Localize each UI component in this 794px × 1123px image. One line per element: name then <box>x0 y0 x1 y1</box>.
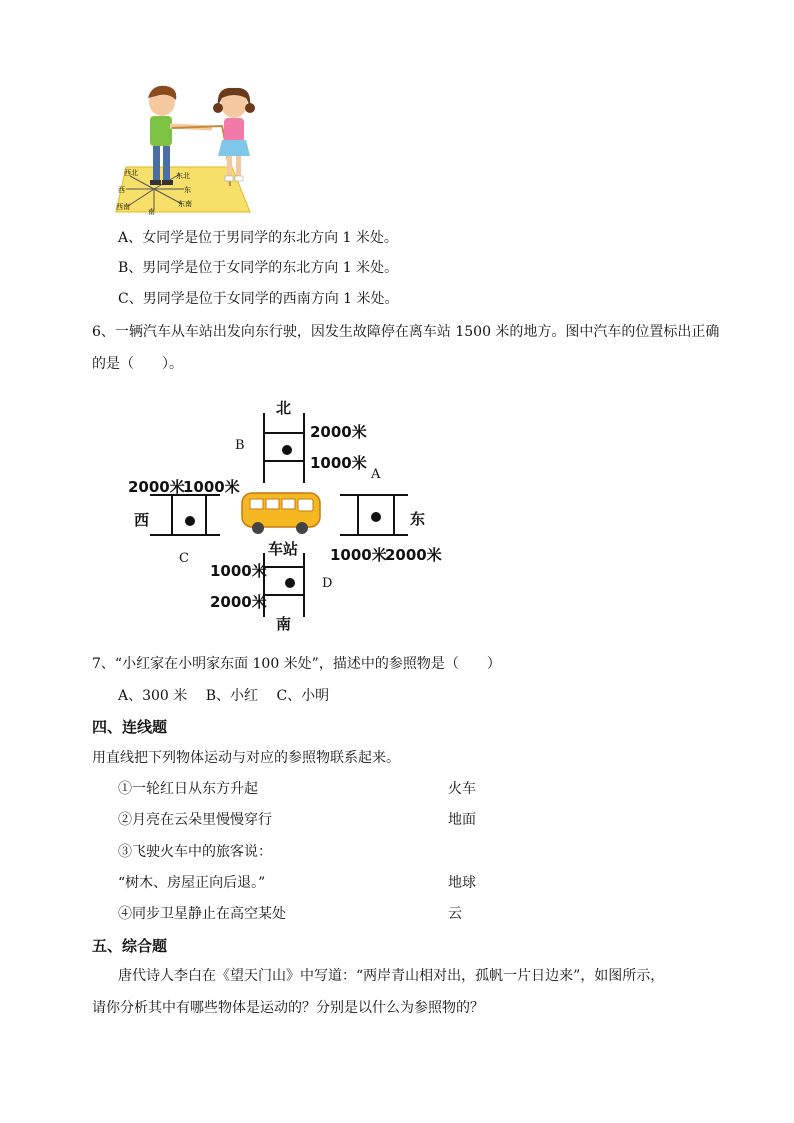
compass-ne: 东北 <box>176 172 190 180</box>
east-2000m: 2000米 <box>385 546 442 564</box>
compass-se: 东南 <box>178 200 192 208</box>
section4-instruction: 用直线把下列物体运动与对应的参照物联系起来。 <box>92 750 400 766</box>
south-1000m: 1000米 <box>210 562 267 580</box>
kids-compass-illustration <box>112 82 272 217</box>
compass-w: 西 <box>118 186 125 194</box>
match-right-4: 云 <box>448 906 462 922</box>
compass-s: 南 <box>148 208 155 216</box>
match-left-3b: “树木、房屋正向后退。” <box>118 875 266 891</box>
compass-e: 东 <box>184 186 191 194</box>
section5-line1: 唐代诗人李白在《望天门山》中写道：“两岸青山相对出，孤帆一片日边来”，如图所示， <box>118 968 665 984</box>
option-a-label: A <box>371 467 381 482</box>
q7-options: A、300 米 B、小红 C、小明 <box>118 688 330 704</box>
dot-a <box>371 512 381 522</box>
north-1000m: 1000米 <box>310 454 367 472</box>
north-2000m: 2000米 <box>310 423 367 441</box>
q7-question: 7、“小红家在小明家东面 100 米处”，描述中的参照物是（ ） <box>92 656 501 672</box>
match-right-3: 地球 <box>448 875 476 891</box>
q5-option-c: C、男同学是位于女同学的西南方向 1 米处。 <box>118 291 399 307</box>
match-left-2: ②月亮在云朵里慢慢穿行 <box>118 812 272 828</box>
option-d-label: D <box>322 576 333 591</box>
compass-sw: 西南 <box>116 203 130 211</box>
east-1000m: 1000米 <box>330 546 387 564</box>
match-left-3: ③飞驶火车中的旅客说： <box>118 844 272 860</box>
west-2000m: 2000米 <box>128 478 185 496</box>
q6-question-line2: 的是（ ）。 <box>92 356 183 372</box>
match-left-1: ①一轮红日从东方升起 <box>118 781 258 797</box>
car-position-diagram <box>120 395 450 635</box>
q5-option-a: A、女同学是位于男同学的东北方向 1 米处。 <box>118 230 398 246</box>
west-1000m: 1000米 <box>183 478 240 496</box>
match-right-2: 地面 <box>448 812 476 828</box>
bus-icon <box>242 493 320 534</box>
q6-question-line1: 6、一辆汽车从车站出发向东行驶，因发生故障停在离车站 1500 米的地方。图中汽车的位置标出正确 <box>92 324 720 340</box>
diagram-station: 车站 <box>268 540 299 558</box>
dot-b <box>282 445 292 455</box>
section5-title: 五、综合题 <box>92 937 168 955</box>
diagram-north: 北 <box>276 399 292 417</box>
option-c-label: C <box>179 551 189 566</box>
diagram-east: 东 <box>410 510 426 528</box>
match-left-4: ④同步卫星静止在高空某处 <box>118 906 286 922</box>
section4-title: 四、连线题 <box>92 718 168 736</box>
match-right-1: 火车 <box>448 781 476 797</box>
south-2000m: 2000米 <box>210 593 267 611</box>
option-b-label: B <box>235 438 245 453</box>
q5-option-b: B、男同学是位于女同学的东北方向 1 米处。 <box>118 260 399 276</box>
section5-line2: 请你分析其中有哪些物体是运动的？分别是以什么为参照物的？ <box>92 1000 484 1016</box>
compass-nw: 西北 <box>124 169 138 177</box>
diagram-west: 西 <box>134 511 150 529</box>
dot-c <box>185 516 195 526</box>
diagram-south: 南 <box>276 615 292 633</box>
dot-d <box>285 578 295 588</box>
